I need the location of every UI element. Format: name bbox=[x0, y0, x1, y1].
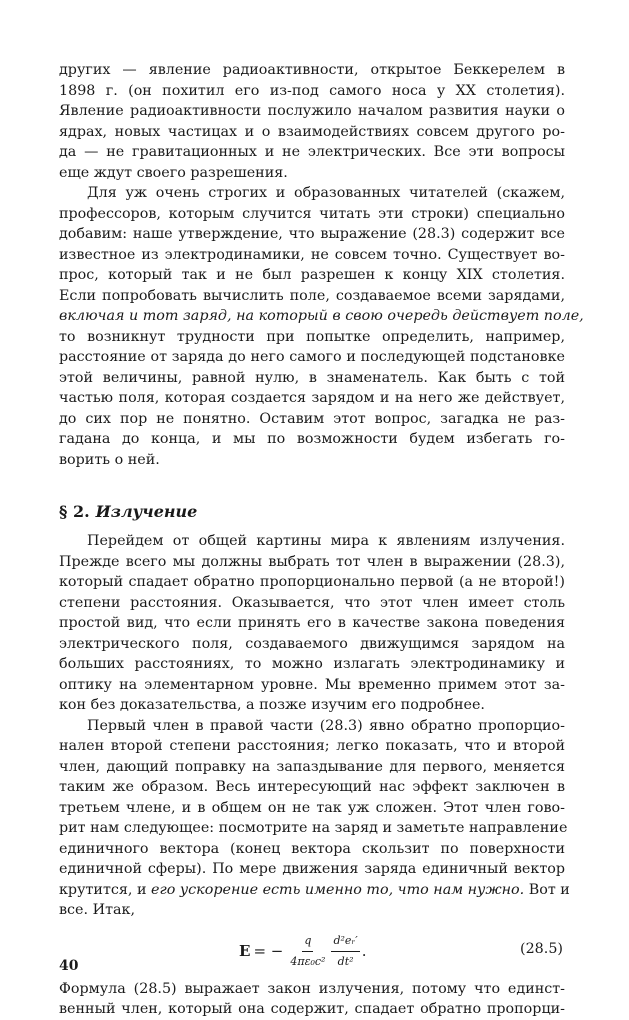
text-line: Первый член в правой части (28.3) явно обратно пропорцио- bbox=[87, 717, 565, 734]
equation-row bbox=[59, 925, 565, 973]
fraction bbox=[288, 931, 327, 973]
text-line: еще ждут своего разрешения. bbox=[59, 164, 288, 181]
text-line: нален второй степени расстояния; легко показать, что и второй bbox=[59, 738, 565, 754]
text-line: да — не гравитационных и не электрических. Все эти вопросы bbox=[59, 144, 565, 160]
text-line: частью поля, которая создается зарядом и на него же действует, bbox=[59, 390, 565, 406]
text-line: единичного вектора (конец вектора скользит по поверхности bbox=[59, 840, 565, 857]
text-line: кон без доказательства, а позже изучим его подробнее. bbox=[59, 697, 485, 713]
text-line: до сих пор не понятно. Оставим этот вопрос, загадка не раз- bbox=[59, 410, 565, 427]
text-line: известное из электродинамики, не совсем точно. Существует во- bbox=[59, 246, 565, 263]
text-line: третьем члене, и в общем он не так уж сложен. Этот член гово- bbox=[59, 799, 565, 816]
text-line: добавим: наше утверждение, что выражение (28.3) содержит все bbox=[59, 226, 565, 242]
text-line: расстояние от заряда до него самого и последующей подстановке bbox=[59, 349, 565, 365]
text-line: электрического поля, создаваемого движущимся зарядом на bbox=[59, 635, 565, 652]
text-line bbox=[59, 880, 570, 901]
section-title: Излучение bbox=[95, 502, 198, 521]
text-span: крутится, и bbox=[59, 881, 147, 898]
text-line: Прежде всего мы должны выбрать тот член в выражении (28.3), bbox=[59, 553, 565, 570]
text-line: Явление радиоактивности послужило началом развития науки о bbox=[59, 103, 565, 119]
equation-number: (28.5) bbox=[520, 940, 563, 957]
text-line: все. Итак, bbox=[59, 902, 135, 918]
equation-end: . bbox=[361, 942, 367, 961]
equation-operator: = − bbox=[253, 942, 284, 961]
text-line: рит нам следующее: посмотрите на заряд и заметьте направление bbox=[59, 820, 568, 836]
section-number: § 2. bbox=[59, 502, 90, 521]
text-line: прос, который так и не был разрешен к концу XIX столетия. bbox=[59, 267, 565, 283]
text-line: Формула (28.5) выражает закон излучения, потому что единст- bbox=[59, 980, 565, 997]
text-line: простой вид, что если принять его в качестве закона поведения bbox=[59, 615, 565, 631]
text-line: член, дающий поправку на запаздывание для первого, меняется bbox=[59, 758, 565, 775]
italic-text: включая и тот заряд, на который в свою очередь действует поле, bbox=[59, 308, 584, 324]
text-line: Перейдем от общей картины мира к явлениям излучения. bbox=[87, 533, 565, 549]
text-line: единичной сферы). По мере движения заряда единичный вектор bbox=[59, 861, 565, 877]
text-line: венный член, который она содержит, спадает обратно пропорци- bbox=[59, 1001, 565, 1017]
fraction-denominator: dt² bbox=[337, 955, 354, 968]
text-line: профессоров, которым случится читать эти строки) специально bbox=[59, 205, 565, 222]
fraction-numerator: q bbox=[302, 931, 313, 953]
text-line: Если попробовать вычислить поле, создаваемое всеми зарядами, bbox=[59, 287, 565, 304]
fraction bbox=[331, 931, 359, 973]
equation bbox=[239, 931, 367, 973]
text-line: других — явление радиоактивности, открытое Беккерелем в bbox=[59, 62, 565, 78]
text-line: 1898 г. (он похитил его из-под самого носа у XX столетия). bbox=[59, 82, 565, 99]
fraction-denominator: 4πε₀c² bbox=[290, 955, 326, 968]
text-span: Вот и bbox=[524, 881, 570, 898]
italic-text: его ускорение есть именно то, что нам нужно. bbox=[146, 881, 525, 898]
text-line: таким же образом. Весь интересующий нас эффект заключен в bbox=[59, 779, 565, 795]
text-line: ядрах, новых частицах и о взаимодействиях совсем другого ро- bbox=[59, 123, 565, 140]
text-line: ворить о ней. bbox=[59, 451, 160, 468]
text-line: Для уж очень строгих и образованных читателей (скажем, bbox=[87, 185, 565, 201]
text-line: степени расстояния. Оказывается, что этот член имеет столь bbox=[59, 594, 565, 611]
section-heading bbox=[59, 501, 565, 523]
text-line: оптику на элементарном уровне. Мы временно примем этот за- bbox=[59, 676, 565, 693]
page-number: 40 bbox=[59, 958, 79, 974]
text-body bbox=[59, 60, 584, 1020]
fraction-numerator: d²eᵣ′ bbox=[331, 931, 359, 953]
text-line: то возникнут трудности при попытке определить, например, bbox=[59, 328, 565, 345]
text-line: который спадает обратно пропорционально первой (а не второй!) bbox=[59, 574, 565, 590]
text-line: этой величины, равной нулю, в знаменатель. Как быть с той bbox=[59, 369, 565, 386]
text-line: гадана до конца, и мы по возможности будем избегать го- bbox=[59, 431, 565, 447]
text-line: больших расстояниях, то можно излагать электродинамику и bbox=[59, 656, 565, 672]
text-line bbox=[59, 306, 584, 327]
equation-lhs: E bbox=[239, 942, 251, 961]
